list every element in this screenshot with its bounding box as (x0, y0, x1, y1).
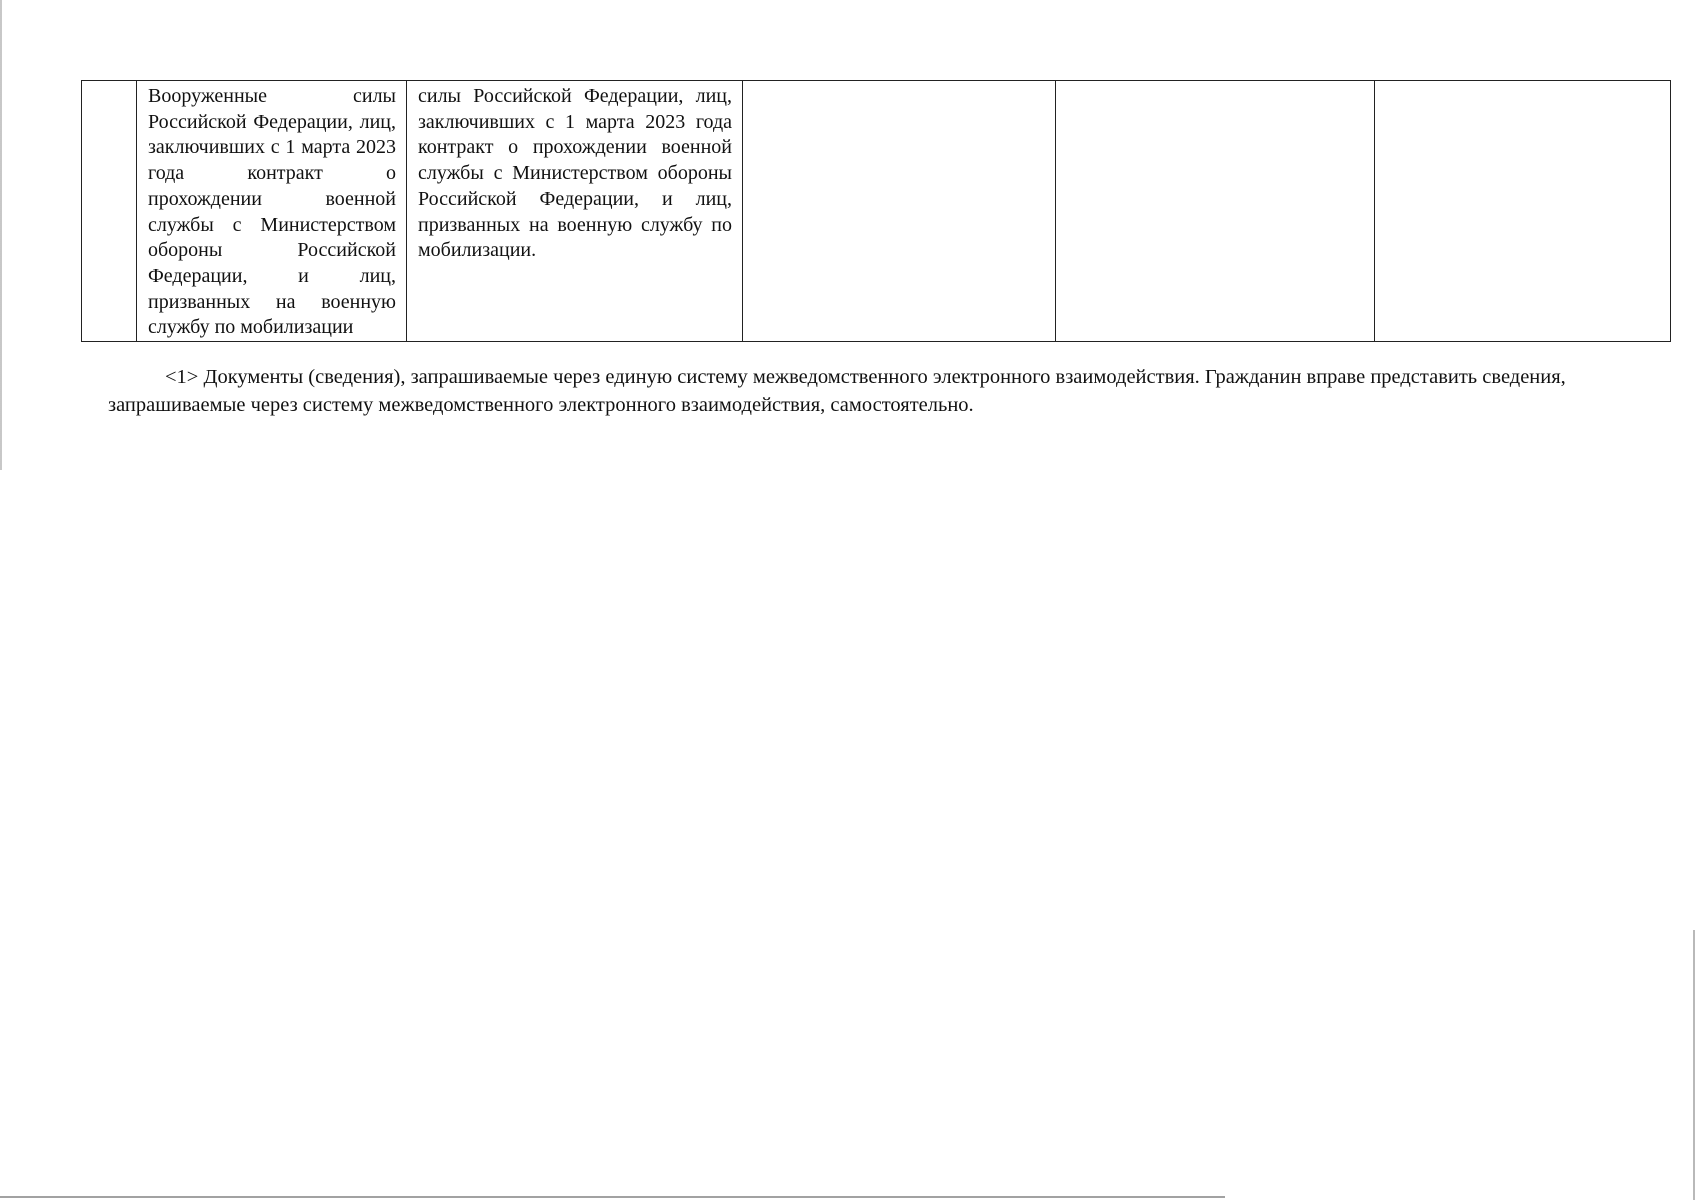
table-cell-category: Вооруженные силы Российской Федерации, лиц, заключивших с 1 марта 2023 года контракт о прохождении военной службы с Министерством обороны Российской Федерации, и лиц, призванных на военную службу по мобилизации (137, 81, 407, 342)
footnote: <1> Документы (сведения), запрашиваемые через единую систему межведомственного электронного взаимодействия. Гражданин вправе представить сведения, запрашиваемые через систему межведомственного электронного взаимодействия, самостоятельно. (108, 366, 1566, 416)
table-row (82, 81, 1671, 342)
scan-edge-right (1693, 930, 1695, 1200)
table-cell-empty-5 (1056, 81, 1375, 342)
scan-edge-left (0, 0, 2, 470)
table-cell-number (82, 81, 137, 342)
table-cell-empty-4 (743, 81, 1056, 342)
document-table (81, 80, 1671, 342)
table-cell-documents: силы Российской Федерации, лиц, заключивших с 1 марта 2023 года контракт о прохождении военной службы с Министерством обороны Российской Федерации, и лиц, призванных на военную службу по мобилизации. (407, 81, 743, 342)
table-cell-empty-6 (1375, 81, 1671, 342)
scan-edge-bottom (0, 1196, 1225, 1198)
